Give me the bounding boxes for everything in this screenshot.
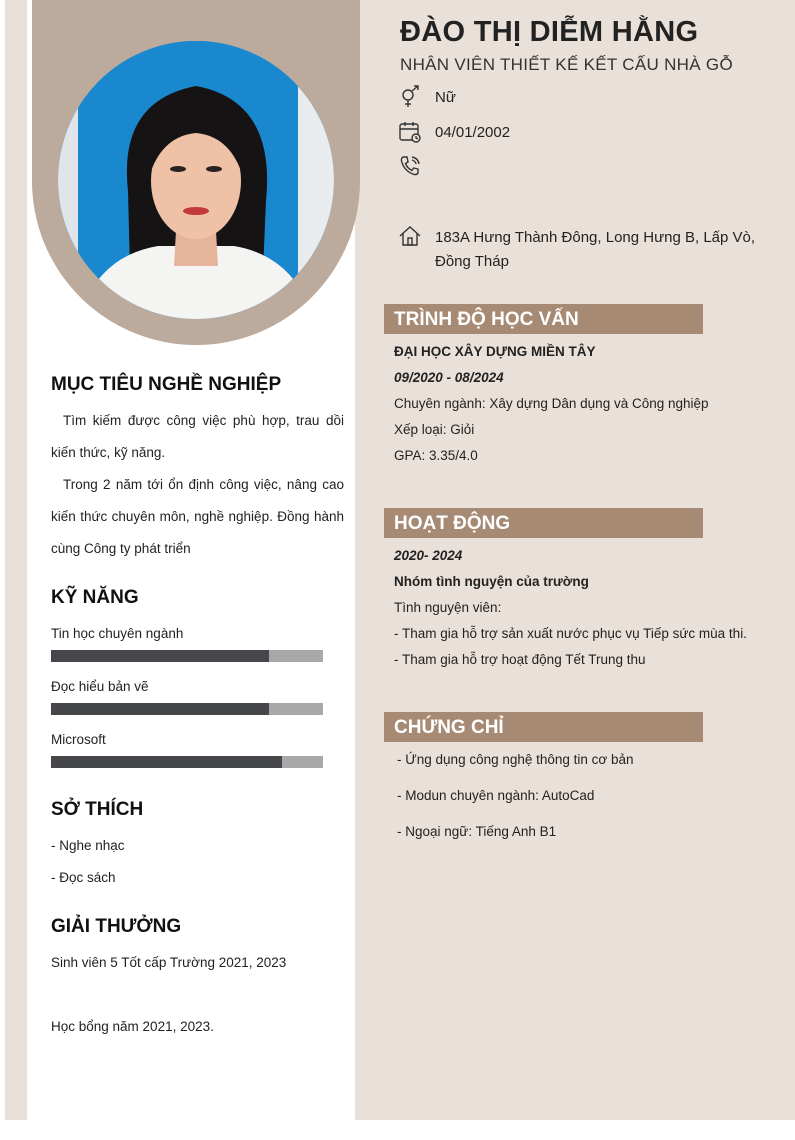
education-heading: TRÌNH ĐỘ HỌC VẤN [384,304,703,334]
skill-label: Microsoft [51,732,106,747]
hobby-item: - Nghe nhạc [51,838,125,853]
award-item: Học bổng năm 2021, 2023. [51,1019,214,1034]
award-item: Sinh viên 5 Tốt cấp Trường 2021, 2023 [51,955,287,970]
gender-icon [398,85,422,109]
profile-photo [58,41,334,319]
hobby-item: - Đọc sách [51,870,116,885]
activity-item: - Tham gia hỗ trợ sản xuất nước phục vụ Tiếp sức mùa thi. [394,626,747,641]
home-icon [398,224,422,248]
objective-paragraph: Tìm kiếm được công việc phù hợp, trau dồi kiến thức, kỹ năng. [51,413,344,460]
education-school: ĐẠI HỌC XÂY DỰNG MIỀN TÂY [394,344,596,359]
calendar-icon [398,120,422,144]
hobbies-heading: SỞ THÍCH [51,799,144,820]
activities-role: Tình nguyện viên: [394,600,502,615]
skill-bar-fill [51,703,269,715]
candidate-name: ĐÀO THỊ DIỄM HẰNG [400,16,699,48]
education-rank: Xếp loại: Giỏi [394,422,475,437]
activities-heading: HOẠT ĐỘNG [384,508,703,538]
gender-value: Nữ [435,89,456,106]
activity-item: - Tham gia hỗ trợ hoạt động Tết Trung thu [394,652,646,667]
skill-label: Đọc hiểu bản vẽ [51,679,149,694]
skill-bar-fill [51,650,269,662]
awards-heading: GIẢI THƯỞNG [51,916,182,937]
skill-bar [51,703,323,715]
certificates-heading: CHỨNG CHỈ [384,712,703,742]
skill-bar [51,650,323,662]
certificate-item: - Ngoại ngữ: Tiếng Anh B1 [397,824,557,839]
activities-group: Nhóm tình nguyện của trường [394,574,589,589]
objective-paragraph: Trong 2 năm tới ổn định công việc, nâng cao kiến thức chuyên môn, nghề nghiệp. Đồng hành cùng Công ty phát triển [51,477,344,556]
skill-bar-fill [51,756,282,768]
skill-bar [51,756,323,768]
activities-period: 2020- 2024 [394,548,463,563]
education-major: Chuyên ngành: Xây dựng Dân dụng và Công nghiệp [394,396,709,411]
address-line-2: Đồng Tháp [435,253,509,270]
education-gpa: GPA: 3.35/4.0 [394,448,478,463]
skill-label: Tin học chuyên ngành [51,626,184,641]
job-title: NHÂN VIÊN THIẾT KẾ KẾT CẤU NHÀ GỖ [400,55,733,74]
skills-heading: KỸ NĂNG [51,587,139,608]
certificate-item: - Modun chuyên ngành: AutoCad [397,788,595,803]
objective-heading: MỤC TIÊU NGHỀ NGHIỆP [51,374,282,395]
phone-icon [398,154,422,178]
education-period: 09/2020 - 08/2024 [394,370,504,385]
address-line-1: 183A Hưng Thành Đông, Long Hưng B, Lấp Vò, [435,229,756,246]
certificate-item: - Ứng dụng công nghệ thông tin cơ bản [397,752,634,767]
birthdate-value: 04/01/2002 [435,124,511,141]
